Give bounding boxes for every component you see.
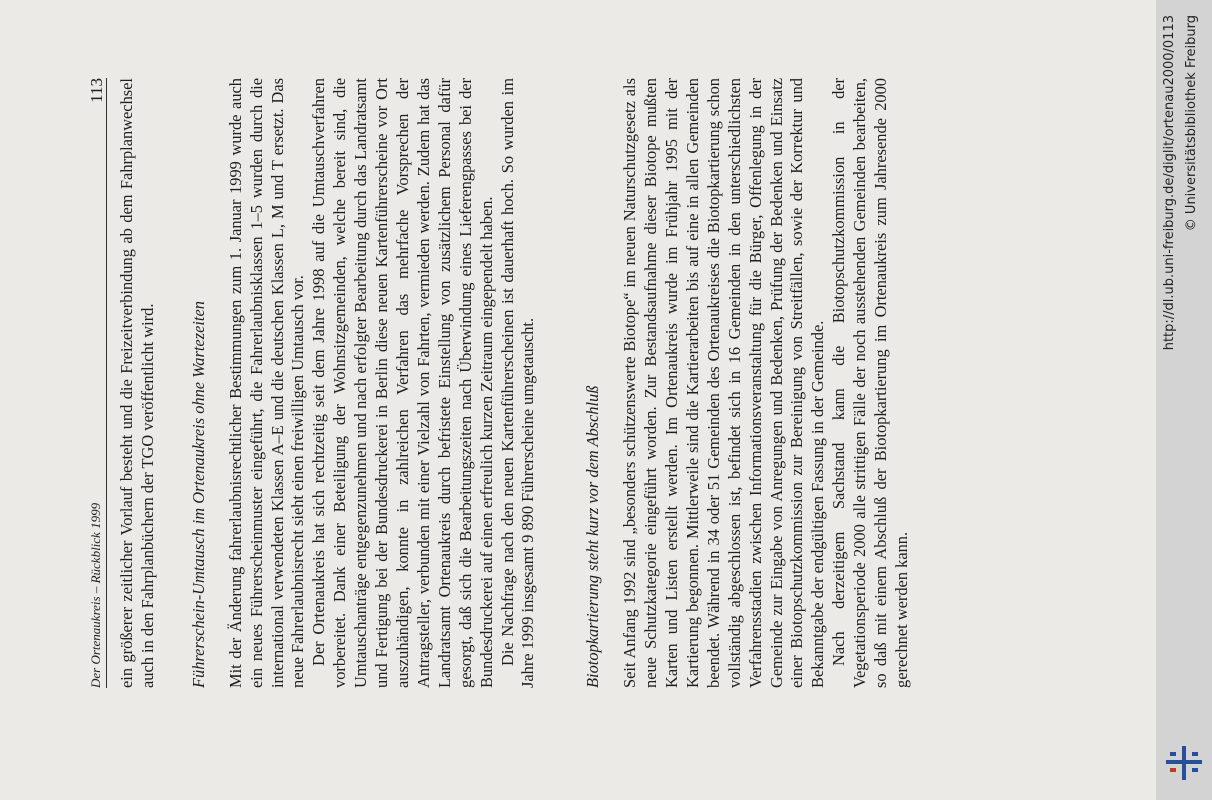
section-heading-fuehrerschein: Führerschein-Umtausch im Ortenaukreis ohne Wartezeiten bbox=[188, 301, 208, 688]
paragraph: Nach derzeitigem Sachstand kann die Biotopschutzkommission in der Vegetationsperiode 2000 alle strittigen Fälle der noch ausstehenden Gemeinden bearbeiten, so daß mit einem Abschluß der Biotopkartierung im Ortenaukreis zum Jahresende 2000 gerechnet werden kann. bbox=[829, 78, 911, 688]
sidebar-rotated bbox=[1156, 0, 1212, 800]
running-header bbox=[82, 78, 107, 688]
copyright-notice: © Universitätsbibliothek Freiburg bbox=[1184, 15, 1199, 232]
paragraph: Der Ortenaukreis hat sich rechtzeitig seit dem Jahre 1998 auf die Umtauschverfahren vorbereitet. Dank einer Beteiligung der Wohnsitzgemeinden, welche bereit sind, die Umtauschanträge entgegenzunehmen und nach erfolgter Bearbeitung durch das Landratsamt und Fertigung bei der Bundesdruckerei in Berlin diese neuen Kartenführerscheine vor Ort auszuhändigen, konnte in zahlreichen Verfahren das mehrfache Vorsprechen der Antragsteller, verbunden mit einer Vielzahl von Fahrten, vermieden werden. Zudem hat das Landratsamt Ortenaukreis durch befristete Einstellung von zusätzlichem Personal dafür gesorgt, daß sich die Bearbeitungszeiten nach Überwindung eines Lieferengpasses bei der Bundesdruckerei auf einen erfreulich kurzen Zeitraum eingependelt haben. bbox=[309, 78, 496, 688]
paragraph: Seit Anfang 1992 sind „besonders schützenswerte Biotope“ im neuen Naturschutzgesetz als neue Schutzkategorie eingeführt worden. Zur Bestandsaufnahme dieser Biotope mußten Karten und Listen erstellt werden. Im Ortenaukreis wurde im Frühjahr 1995 mit der Kartierung begonnen. Mittlerweile sind die Kartierarbeiten bis auf eine in allen Gemeinden beendet. Während in 34 oder 51 Gemeinden des Ortenaukreises die Biotopkartierung schon vollständig abgeschlossen ist, befindet sich in 16 Gemeinden in den unterschiedlichsten Verfahrensstadien zwischen Informationsveranstaltung für die Bürger, Offenlegung in der Gemeinde zur Eingabe von Anregungen und Bedenken, Prüfung der Bedenken und Einsatz einer Biotopschutzkommission zur Bereinigung von Streitfällen, sowie der Korrektur und Bekanntgabe der endgültigen Fassung in der Gemeinde. bbox=[620, 78, 828, 688]
intro-paragraph: ein größerer zeitlicher Vorlauf besteht und die Freizeitverbindung ab dem Fahrplanwechsel auch in den Fahrplanbüchern der TGO veröffentlicht wird. bbox=[117, 78, 157, 688]
ub-freiburg-logo-icon bbox=[1162, 744, 1206, 782]
source-url: http://dl.ub.uni-freiburg.de/diglit/ortenau2000/0113 bbox=[1162, 15, 1177, 351]
page-number: 113 bbox=[87, 78, 106, 103]
text-block bbox=[82, 78, 913, 688]
library-sidebar bbox=[1156, 0, 1212, 800]
body-text bbox=[117, 78, 913, 688]
section-heading-biotopkartierung: Biotopkartierung steht kurz vor dem Abschluß bbox=[583, 385, 603, 688]
paragraph: Die Nachfrage nach den neuen Kartenführerscheinen ist dauerhaft hoch. So wurden im Jahre 1999 insgesamt 9 890 Führerscheine umgetauscht. bbox=[497, 78, 538, 688]
paragraph: Mit der Änderung fahrerlaubnisrechtlicher Bestimmungen zum 1. Januar 1999 wurde auch ein neues Führerscheinmuster eingeführt, die Fahrerlaubnisklassen 1–5 wurden durch die international verwendeten Klassen A–E und die deutschen Klassen L, M und T ersetzt. Das neue Fahrerlaubnisrecht sieht einen freiwilligen Umtausch vor. bbox=[225, 78, 308, 688]
running-title: Der Ortenaukreis – Rückblick 1999 bbox=[88, 502, 103, 688]
